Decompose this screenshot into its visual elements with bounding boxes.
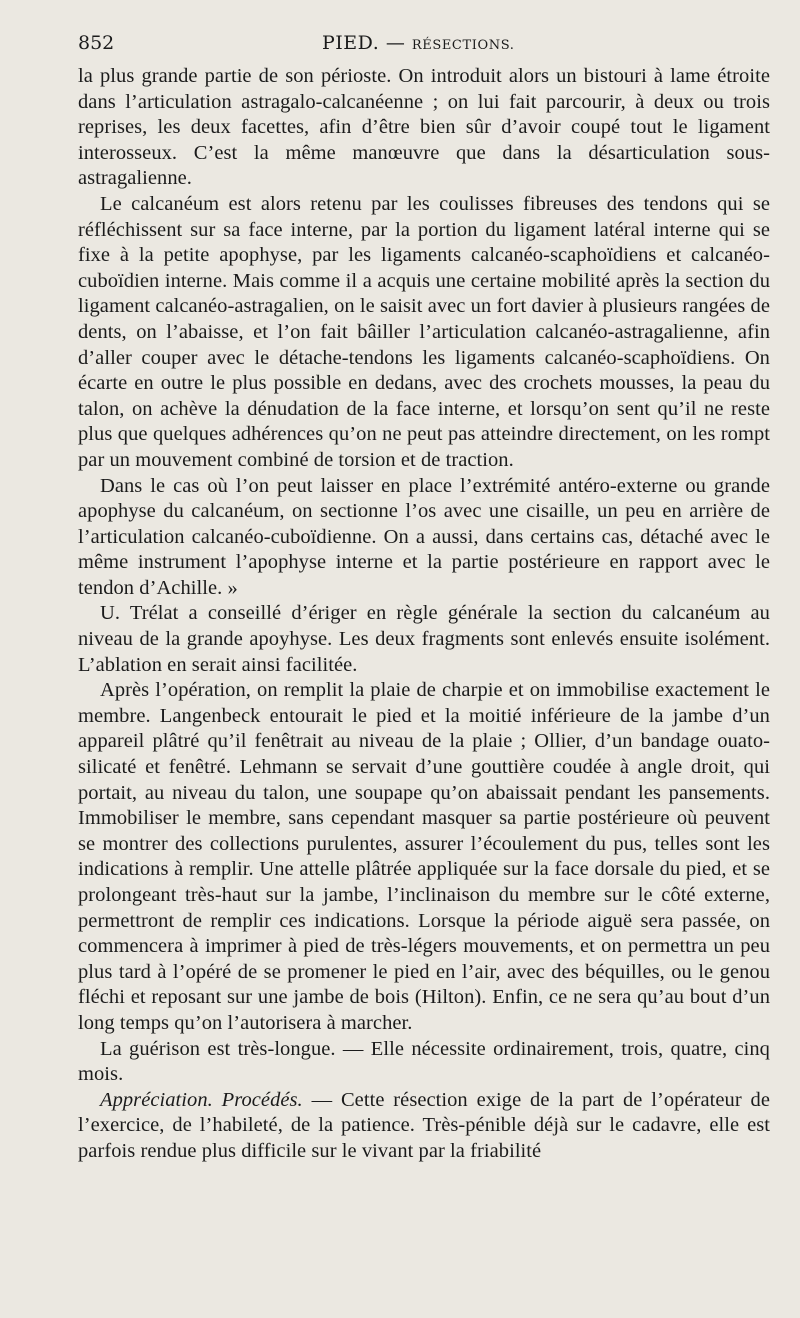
page-number: 852 [78,32,115,54]
running-header [78,28,770,64]
body-text [78,64,770,1165]
paragraph: la plus grande partie de son périoste. On introduit alors un bistouri à lame étroite dans l’articulation astragalo-calcanéenne ; on lui fait parcourir, à deux ou trois reprises, les deux facettes, afin d’être bien sûr d’avoir coupé tout le ligament interosseux. C’est la même manœuvre que dans la désarticulation sous-astragalienne. [78,65,770,190]
paragraph: La guérison est très-longue. — Elle nécessite ordinairement, trois, quatre, cinq mois. [78,1037,770,1086]
section-heading: Appréciation. Procédés. [100,1088,303,1111]
paragraph [78,1088,770,1165]
running-head-title: PIED. [322,32,380,54]
running-head-subtitle: RÉSECTIONS. [411,38,515,53]
running-head [322,32,515,54]
paragraph: Le calcanéum est alors retenu par les coulisses fibreuses des tendons qui se réfléchissent sur sa face interne, par la portion du ligament latéral interne qui se fixe à la petite apophyse, par les ligaments calcanéo-scaphoïdiens et calcanéo-cuboïdien interne. Mais comme il a acquis une certaine mobilité après la section du ligament calcanéo-astragalien, on le saisit avec un fort davier à plusieurs rangées de dents, on l’abaisse, et l’on fait bâiller l’articulation calcanéo-astragalienne, afin d’aller couper avec le détache-tendons les ligaments calcanéo-scaphoïdiens. On écarte en outre le plus possible en dedans, avec des crochets mousses, la peau du talon, on achève la dénudation de la face interne, et lorsqu’on sent qu’il ne reste plus que quelques adhérences qu’on ne peut pas atteindre directement, on les rompt par un mouvement combiné de torsion et de traction. [78,192,770,471]
paragraph: U. Trélat a conseillé d’ériger en règle générale la section du calcanéum au niveau de la grande apoyhyse. Les deux fragments sont enlevés ensuite isolément. L’ablation en serait ainsi facilitée. [78,602,770,676]
paragraph: Dans le cas où l’on peut laisser en place l’extrémité antéro-externe ou grande apophyse du calcanéum, on sectionne l’os avec une cisaille, un peu en arrière de l’articulation calcanéo-cuboïdienne. On a aussi, dans certains cas, détaché avec le même instrument l’apophyse interne et la partie postérieure en rapport avec le tendon d’Achille. » [78,474,770,599]
running-head-dash: — [385,32,406,54]
paragraph: Après l’opération, on remplit la plaie de charpie et on immobilise exactement le membre. Langenbeck entourait le pied et la moitié inférieure de la jambe d’un appareil plâtré qu’il fenêtrait au niveau de la plaie ; Ollier, d’un bandage ouato-silicaté et fenêtré. Lehmann se servait d’une gouttière coudée à angle droit, qui portait, au niveau du talon, une soupape qu’on abaissait pendant les pansements. Immobiliser le membre, sans cependant masquer sa partie postérieure où peuvent se montrer des collections purulentes, assurer l’écoulement du pus, telles sont les indications à remplir. Une attelle plâtrée appliquée sur la face dorsale du pied, et se prolongeant très-haut sur la jambe, l’inclinaison du membre sur le côté externe, permettront de remplir ces indications. Lorsque la période aiguë sera passée, on commencera à imprimer à pied de très-légers mouvements, et on permettra un peu plus tard à l’opéré de se promener le pied en l’air, avec des béquilles, ou le genou fléchi et reposant sur une jambe de bois (Hilton). Enfin, ce ne sera qu’au bout d’un long temps qu’on l’autorisera à marcher. [78,679,770,1034]
paragraph-text: — Cette résection exige de la part de l’opérateur de l’exercice, de l’habileté, de la patience. Très-pénible déjà sur le cadavre, elle est parfois rendue plus difficile sur le vivant par la friabilité [78,1088,770,1162]
